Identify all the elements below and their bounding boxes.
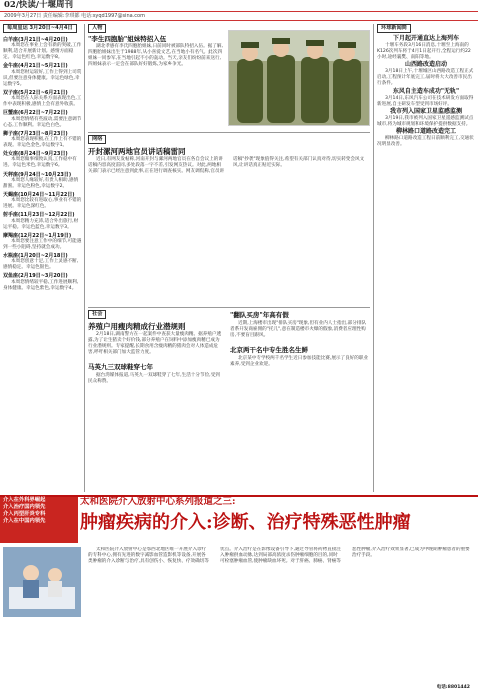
section-divider [88, 132, 370, 133]
header-divider [0, 20, 478, 21]
ad-banner [0, 497, 478, 543]
horoscope-text: 本周您创意十足,工作上灵感不断,感情稳定。幸运色银色。 [3, 259, 79, 271]
bottom-headline: 马英九三双球鞋穿七年 [88, 363, 153, 372]
promo-lines [0, 497, 78, 525]
ad-hospital-title: 太和医院介入放射中心系列报道之三: [80, 496, 236, 507]
network-section [88, 135, 370, 305]
page-label: 02/快读/十堰周刊 [4, 0, 74, 11]
horoscope-text: 本周您在事业上会有新的突破,工作顺利,适合开展新计划。感情方面稳定。幸运色红色,幸运数字8。 [3, 43, 82, 61]
society-sub-body-2: 北京某中专学校两千名学生近日参加技能比赛,展示了良好的职业素养,受到企业欢迎。 [230, 356, 369, 368]
ad-headline: 肿瘤疾病的介入:诊断、治疗特殊恶性肿瘤 [80, 512, 411, 533]
regional-list [377, 35, 475, 148]
horoscope-sign: 水瓶座(1月20日~2月18日) [3, 253, 68, 260]
network-body: 近日,有网友发帖称,河南开封与漯河两地官员在各自会议上的讲话稿内容高度雷同,多处段落一字不差,引发网友热议。对此,两地相关部门表示已经注意到此事,正在进行调查核实。网友调侃称,官员讲话稿"抄袭"现象值得关注,希望有关部门认真对待,切实转变会风文风,让讲话真正贴近实际。 [88, 157, 365, 175]
regional-body: 柳林路口道路改造工程日前顺利完工,交通状况明显改善。 [377, 135, 474, 148]
bottom-body: 据台湾媒体报道,马英九一双球鞋穿了七年,生活十分节俭,受到民众称赞。 [88, 373, 220, 385]
horoscope-text: 本周您比较有进取心,事业有不错的进展。幸运色深红色。 [3, 198, 82, 210]
horoscope-sign: 双子座(5月22日~6月21日) [3, 89, 68, 96]
horoscope-text: 本周您人缘较好,有贵人相助,感情甜蜜。幸运色粉色,幸运数字2。 [3, 177, 79, 189]
horoscope-section-label: 每周星运 3月20日~4月4日 [3, 24, 77, 33]
horoscope-entry [3, 192, 82, 210]
network-headline: 开封漯河两地官员讲话稿雷同 [88, 147, 186, 156]
regional-body: 3月14日,东风汽车公司在技术研发方面取得新进展,自主研发车型受到市场好评。 [377, 95, 474, 107]
ad-promo-box [0, 497, 78, 543]
soldier-photo [228, 30, 370, 126]
section-divider [88, 307, 370, 308]
regional-body: 十堰车务段3月16日消息,十堰至上海南的K126次列车将于4月1日起开行,全程运行约22小时,途经襄樊、南阳等地。 [377, 43, 471, 61]
horoscope-sign: 白羊座(3月21日~4月20日) [3, 37, 68, 43]
ad-photo-column [3, 547, 83, 695]
horoscope-entry [3, 212, 82, 230]
horoscope-entry [3, 253, 82, 271]
masthead-bar [0, 0, 478, 12]
issue-line: 2009年3月27日 责任编辑:李琪都 电话:syqd1997@sina.com [4, 13, 145, 19]
horoscope-entry [3, 151, 82, 169]
regional-body: 3月19日,我市被列入国家卫星遥感监测试点城市,将为城市规划和环境保护提供数据支持。 [377, 115, 474, 127]
people-section-label: 人物 [88, 24, 106, 33]
promo-line: 介入治疗国内领先 [3, 504, 46, 510]
horoscope-entry [3, 273, 82, 291]
society-sub-body: 近期,上海楼市出现"排队买房"现象,但有业内人士指出,部分排队者系开发商雇佣的"托儿",意在制造楼市火爆的假象,消费者应理性购房,不要盲目跟风。 [230, 321, 367, 339]
regional-item [377, 88, 475, 108]
horoscope-sign: 射手座(11月23日~12月22日) [3, 212, 75, 219]
horoscope-entry [3, 233, 82, 251]
horoscope-text: 本周您要注意工作中的细节,可能遇到一些小阻碍,坚持就会成功。 [3, 238, 82, 250]
people-body: 湖北孝感有李氏四胞胎姐妹,日前同时被部队特招入伍。据了解,四胞胎姐妹出生于1988年,从小喜爱文艺,在当地小有名气。此次四姐妹一同参军,在当地引起不小的轰动。当天,亲友们纷纷前来送行,四姐妹表示一定会在部队好好锻炼,为家乡争光。 [88, 44, 223, 68]
society-headline: 养殖户用瘦肉精成行业潜规则 [88, 322, 186, 331]
regional-item [377, 61, 475, 87]
horoscope-text: 本周您表现积极,在工作上有不错的表现。幸运色金色,幸运数字1。 [3, 136, 82, 149]
horoscope-text: 本周您做事细致认真,工作稳中有进。幸运色米色,幸运数字6。 [3, 157, 77, 169]
society-sub-headline-2: 北京两干名中专生胜名生鲜 [230, 346, 308, 355]
society-section [88, 310, 224, 494]
network-section-label: 网络 [88, 135, 106, 144]
regional-item [377, 108, 475, 128]
regional-item [377, 35, 475, 61]
regional-section-label: 环球新闻简 [377, 24, 411, 33]
regional-headline: 东风自主造车成功"无轨" [392, 87, 460, 95]
horoscope-sign: 处女座(8月24日~9月23日) [3, 151, 68, 158]
regional-headline: 山西路改造启动 [404, 61, 447, 69]
horoscope-sign: 双鱼座(2月19日~3月20日) [3, 273, 68, 280]
horoscope-entry [3, 63, 82, 87]
promo-line: 介入在外科界崛起 [3, 497, 46, 503]
regional-headline: 下月起开通直达上海列车 [392, 35, 459, 42]
ad-phone: 电话:8801442 [436, 684, 470, 690]
people-headline: "李生四胞胎"姐妹特招入伍 [88, 35, 167, 43]
promo-line: 介入丙型肝炎专科 [3, 511, 46, 517]
regional-headline: 我市列入国家卫星监感监测 [389, 107, 462, 115]
regional-body: 3月18日上午,十堰城区山西路改造工程正式启动,工程预计年底完工,届时将大大改善市民出行条件。 [377, 69, 474, 87]
ad-body: 太和医院介入放射中心是鄂西北地区唯一开展介入诊疗的专科中心,拥有先进的数字减影血管造影机等设备,开展各类肿瘤的介入诊断与治疗,具有创伤小、恢复快、疗效确切等优点。介入治疗是在影像设备引导下,通过导管将药物直接注入肿瘤供血动脉,达到局部高浓度杀伤肿瘤细胞的目的,同时可栓塞肿瘤血管,使肿瘤缺血坏死。对于肝癌、肺癌、肾癌等恶性肿瘤,介入治疗效果显著,已成为中晚期肿瘤患者的重要治疗手段。 [88, 547, 470, 565]
horoscope-sign: 摩羯座(12月22日~1月19日) [3, 232, 72, 239]
horoscope-text: 本周您情绪有些波动,需要注意调节心态,工作顺利。幸运色白色。 [3, 116, 82, 128]
horoscope-entry [3, 110, 82, 128]
society-sub-section [230, 310, 370, 494]
horoscope-sign: 金牛座(4月21日~5月21日) [3, 63, 68, 70]
horoscope-sign: 天秤座(9月24日~10月23日) [3, 171, 72, 178]
horoscope-list [3, 37, 82, 292]
society-body: 2月18日,湖南警方在一起案件中查获大量瘦肉精。据养殖户透露,为了让生猪卖个好价钱,部分养殖户在饲料中添加瘦肉精已成为行业潜规则。专家提醒,长期食用含瘦肉精的猪肉会对人体造成危害,呼吁相关部门加大监管力度。 [88, 332, 222, 356]
horoscope-entry [3, 90, 82, 108]
horoscope-entry [3, 172, 82, 190]
horoscope-text: 本周您财运较好,工作上得到上司赏识,但要注意身体健康。幸运色绿色,幸运数字5。 [3, 69, 82, 87]
horoscope-entry [3, 131, 82, 149]
horoscope-column [3, 24, 82, 494]
society-sub-headline: "翻队买房"年高有假 [230, 311, 289, 319]
society-section-label: 社会 [88, 310, 106, 319]
horoscope-text: 本周您情绪较平稳,工作进展顺利,身体健康。幸运色紫色,幸运数字4。 [3, 279, 79, 291]
regional-headline: 柳林路口道路改造完工 [395, 127, 456, 135]
horoscope-sign: 巨蟹座(6月22日~7月22日) [3, 110, 68, 117]
horoscope-text: 本周您精力充沛,适合外出旅行,财运平稳。幸运色蓝色,幸运数字3。 [3, 218, 79, 230]
hospital-advertisement [0, 495, 478, 695]
regional-column [377, 24, 475, 494]
horoscope-sign: 狮子座(7月23日~8月23日) [3, 130, 68, 137]
column-divider [373, 24, 374, 492]
horoscope-entry [3, 37, 82, 61]
regional-item [377, 128, 475, 148]
horoscope-text: 本周您在人际关系方面表现出色,工作中表现积极,感情上会有意外收获。 [3, 96, 82, 108]
column-divider [84, 24, 85, 492]
horoscope-sign: 天蝎座(10月24日~11月22日) [3, 191, 75, 198]
promo-line: 介入在中国内领先 [3, 518, 46, 524]
people-section [88, 24, 224, 130]
